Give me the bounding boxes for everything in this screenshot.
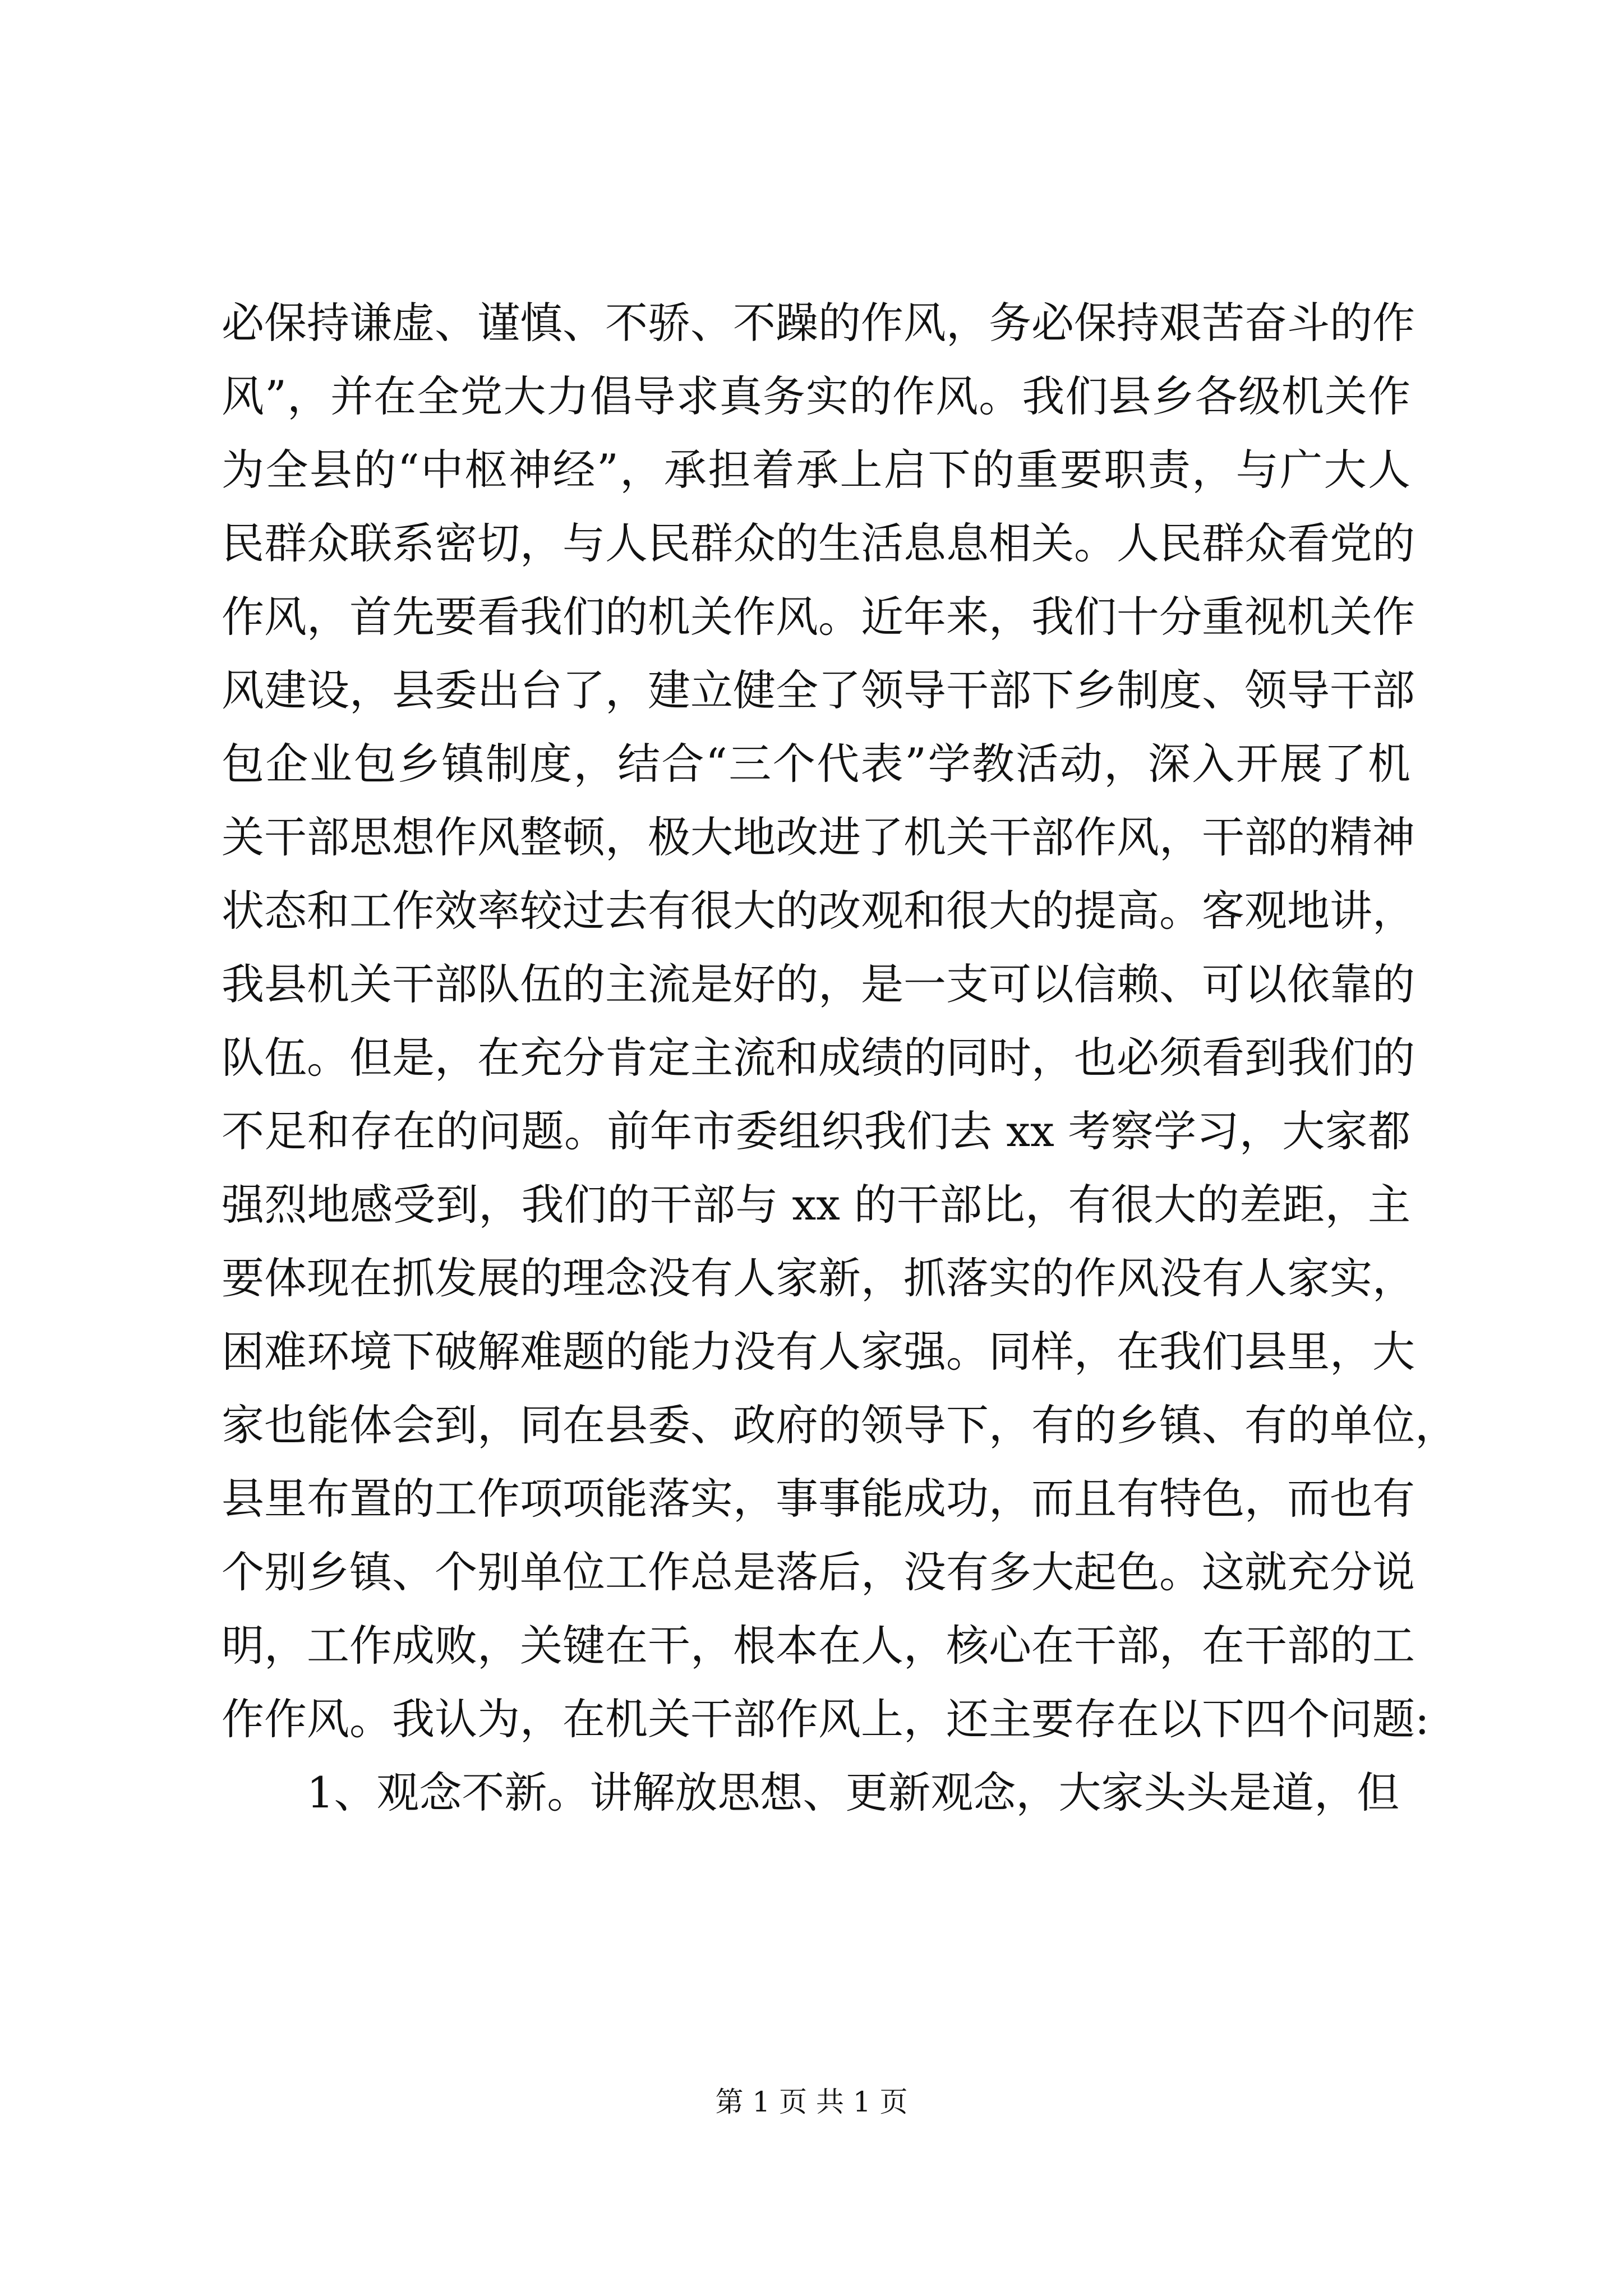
text-line-20: 作作风。我认为，在机关干部作风上，还主要存在以下四个问题: bbox=[222, 1694, 1430, 1744]
text-line-21: 1、观念不新。讲解放思想、更新观念，大家头头是道，但 bbox=[307, 1768, 1400, 1818]
text-line-11: 队伍。但是，在充分肯定主流和成绩的同时，也必须看到我们的 bbox=[222, 1033, 1415, 1083]
text-line-6: 风建设，县委出台了，建立健全了领导干部下乡制度、领导干部 bbox=[222, 665, 1415, 715]
text-line-14: 要体现在抓发展的理念没有人家新，抓落实的作风没有人家实， bbox=[222, 1253, 1415, 1303]
text-line-7: 包企业包乡镇制度，结合“三个代表”学教活动，深入开展了机 bbox=[222, 739, 1410, 789]
text-line-8: 关干部思想作风整顿，极大地改进了机关干部作风，干部的精神 bbox=[222, 812, 1415, 862]
text-line-5: 作风，首先要看我们的机关作风。近年来，我们十分重视机关作 bbox=[222, 592, 1415, 642]
text-line-13: 强烈地感受到，我们的干部与 xx 的干部比，有很大的差距，主 bbox=[222, 1180, 1410, 1230]
text-line-1: 必保持谦虚、谨慎、不骄、不躁的作风，务必保持艰苦奋斗的作 bbox=[222, 298, 1415, 348]
document-body bbox=[222, 286, 1458, 1829]
text-line-3: 为全县的“中枢神经”，承担着承上启下的重要职责，与广大人 bbox=[222, 445, 1410, 495]
text-line-16: 家也能体会到，同在县委、政府的领导下，有的乡镇、有的单位， bbox=[222, 1400, 1458, 1450]
text-line-19: 明，工作成败，关键在干，根本在人，核心在干部，在干部的工 bbox=[222, 1621, 1415, 1671]
text-line-4: 民群众联系密切，与人民群众的生活息息相关。人民群众看党的 bbox=[222, 518, 1415, 568]
text-line-10: 我县机关干部队伍的主流是好的，是一支可以信赖、可以依靠的 bbox=[222, 959, 1415, 1009]
text-line-9: 状态和工作效率较过去有很大的改观和很大的提高。客观地讲， bbox=[222, 886, 1415, 936]
text-line-17: 县里布置的工作项项能落实，事事能成功，而且有特色，而也有 bbox=[222, 1474, 1415, 1524]
text-line-18: 个别乡镇、个别单位工作总是落后，没有多大起色。这就充分说 bbox=[222, 1547, 1415, 1597]
text-line-15: 困难环境下破解难题的能力没有人家强。同样，在我们县里，大 bbox=[222, 1327, 1415, 1377]
text-line-2: 风”，并在全党大力倡导求真务实的作风。我们县乡各级机关作 bbox=[222, 371, 1410, 421]
page-footer: 第 1 页 共 1 页 bbox=[715, 2086, 908, 2118]
text-line-12: 不足和存在的问题。前年市委组织我们去 xx 考察学习，大家都 bbox=[222, 1106, 1410, 1156]
